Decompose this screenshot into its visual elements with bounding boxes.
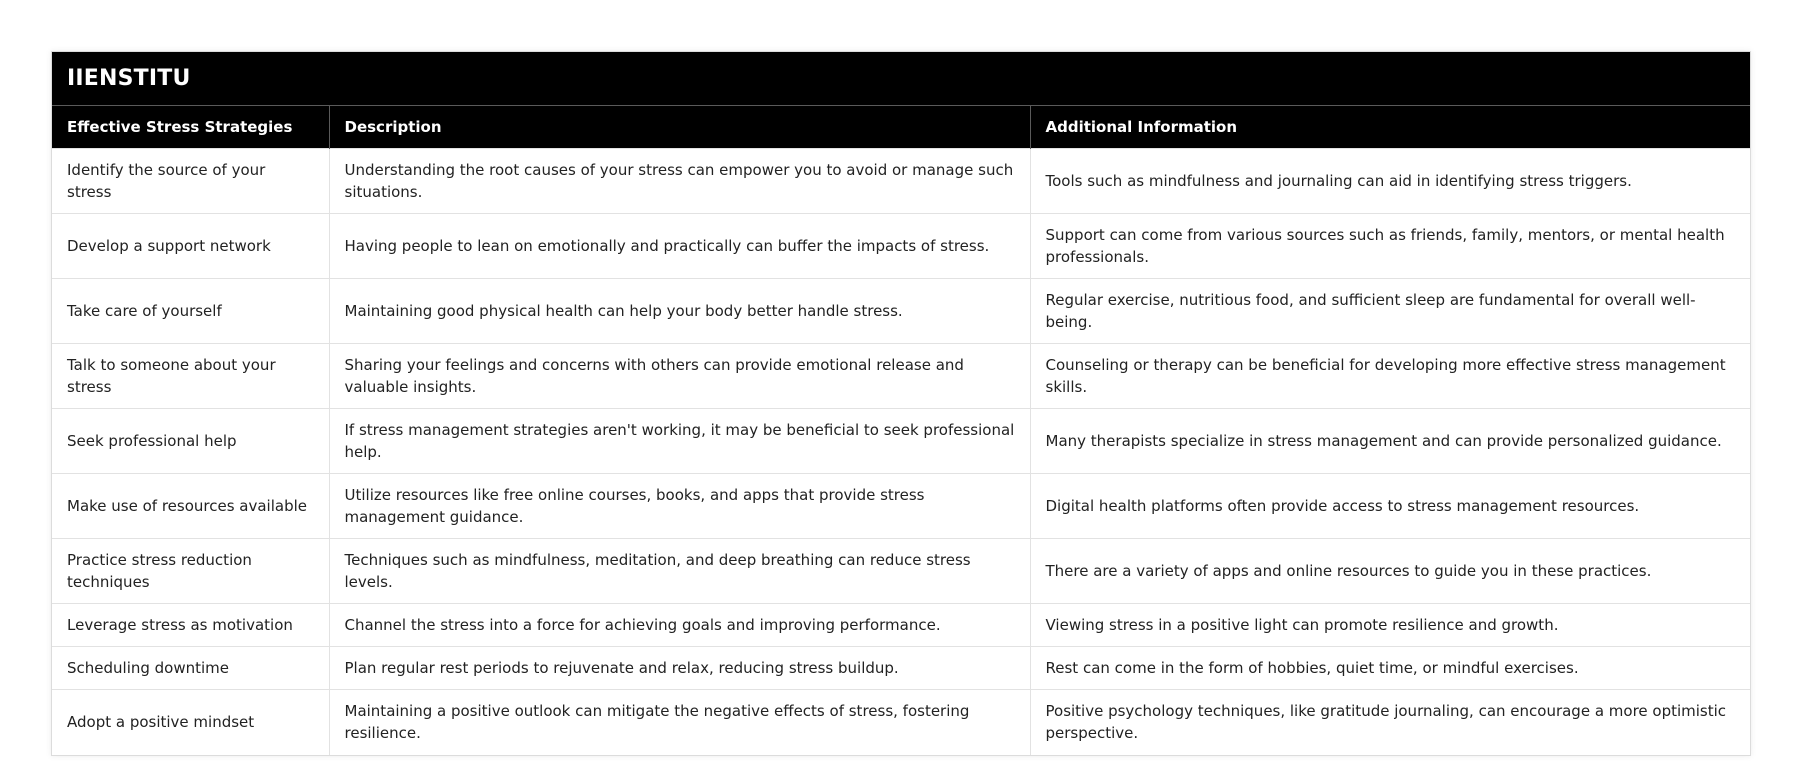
additional-info-cell: Viewing stress in a positive light can promote resilience and growth. <box>1030 604 1750 647</box>
additional-info-cell: Support can come from various sources such as friends, family, mentors, or mental health professionals. <box>1030 214 1750 279</box>
description-cell: Channel the stress into a force for achieving goals and improving performance. <box>329 604 1030 647</box>
strategy-cell: Take care of yourself <box>52 279 329 344</box>
strategy-cell: Make use of resources available <box>52 474 329 539</box>
description-cell: Utilize resources like free online courses, books, and apps that provide stress management guidance. <box>329 474 1030 539</box>
description-cell: Techniques such as mindfulness, meditation, and deep breathing can reduce stress levels. <box>329 539 1030 604</box>
description-cell: Having people to lean on emotionally and practically can buffer the impacts of stress. <box>329 214 1030 279</box>
additional-info-cell: Digital health platforms often provide access to stress management resources. <box>1030 474 1750 539</box>
strategy-cell: Practice stress reduction techniques <box>52 539 329 604</box>
brand-header <box>52 52 1750 105</box>
column-header-strategy: Effective Stress Strategies <box>52 106 329 149</box>
table-row <box>52 149 1750 214</box>
table-row <box>52 344 1750 409</box>
description-cell: Sharing your feelings and concerns with others can provide emotional release and valuable insights. <box>329 344 1030 409</box>
table-row <box>52 604 1750 647</box>
strategy-cell: Adopt a positive mindset <box>52 690 329 755</box>
description-cell: Understanding the root causes of your stress can empower you to avoid or manage such situations. <box>329 149 1030 214</box>
table-row <box>52 409 1750 474</box>
strategy-cell: Scheduling downtime <box>52 647 329 690</box>
strategy-cell: Leverage stress as motivation <box>52 604 329 647</box>
table-row <box>52 539 1750 604</box>
table-row <box>52 214 1750 279</box>
description-cell: Plan regular rest periods to rejuvenate and relax, reducing stress buildup. <box>329 647 1030 690</box>
table-header-row <box>52 106 1750 149</box>
table-card <box>51 51 1751 756</box>
table-row <box>52 474 1750 539</box>
strategies-table <box>52 105 1750 755</box>
additional-info-cell: Tools such as mindfulness and journaling can aid in identifying stress triggers. <box>1030 149 1750 214</box>
additional-info-cell: Many therapists specialize in stress management and can provide personalized guidance. <box>1030 409 1750 474</box>
strategy-cell: Develop a support network <box>52 214 329 279</box>
additional-info-cell: Counseling or therapy can be beneficial for developing more effective stress management skills. <box>1030 344 1750 409</box>
table-row <box>52 690 1750 755</box>
description-cell: Maintaining good physical health can help your body better handle stress. <box>329 279 1030 344</box>
description-cell: Maintaining a positive outlook can mitigate the negative effects of stress, fostering resilience. <box>329 690 1030 755</box>
additional-info-cell: Positive psychology techniques, like gratitude journaling, can encourage a more optimistic perspective. <box>1030 690 1750 755</box>
strategy-cell: Identify the source of your stress <box>52 149 329 214</box>
additional-info-cell: Regular exercise, nutritious food, and sufficient sleep are fundamental for overall well-being. <box>1030 279 1750 344</box>
brand-title: IIENSTITU <box>67 66 191 91</box>
strategy-cell: Seek professional help <box>52 409 329 474</box>
column-header-description: Description <box>329 106 1030 149</box>
additional-info-cell: Rest can come in the form of hobbies, quiet time, or mindful exercises. <box>1030 647 1750 690</box>
column-header-additional-info: Additional Information <box>1030 106 1750 149</box>
additional-info-cell: There are a variety of apps and online resources to guide you in these practices. <box>1030 539 1750 604</box>
description-cell: If stress management strategies aren't working, it may be beneficial to seek professional help. <box>329 409 1030 474</box>
table-row <box>52 647 1750 690</box>
table-row <box>52 279 1750 344</box>
strategy-cell: Talk to someone about your stress <box>52 344 329 409</box>
